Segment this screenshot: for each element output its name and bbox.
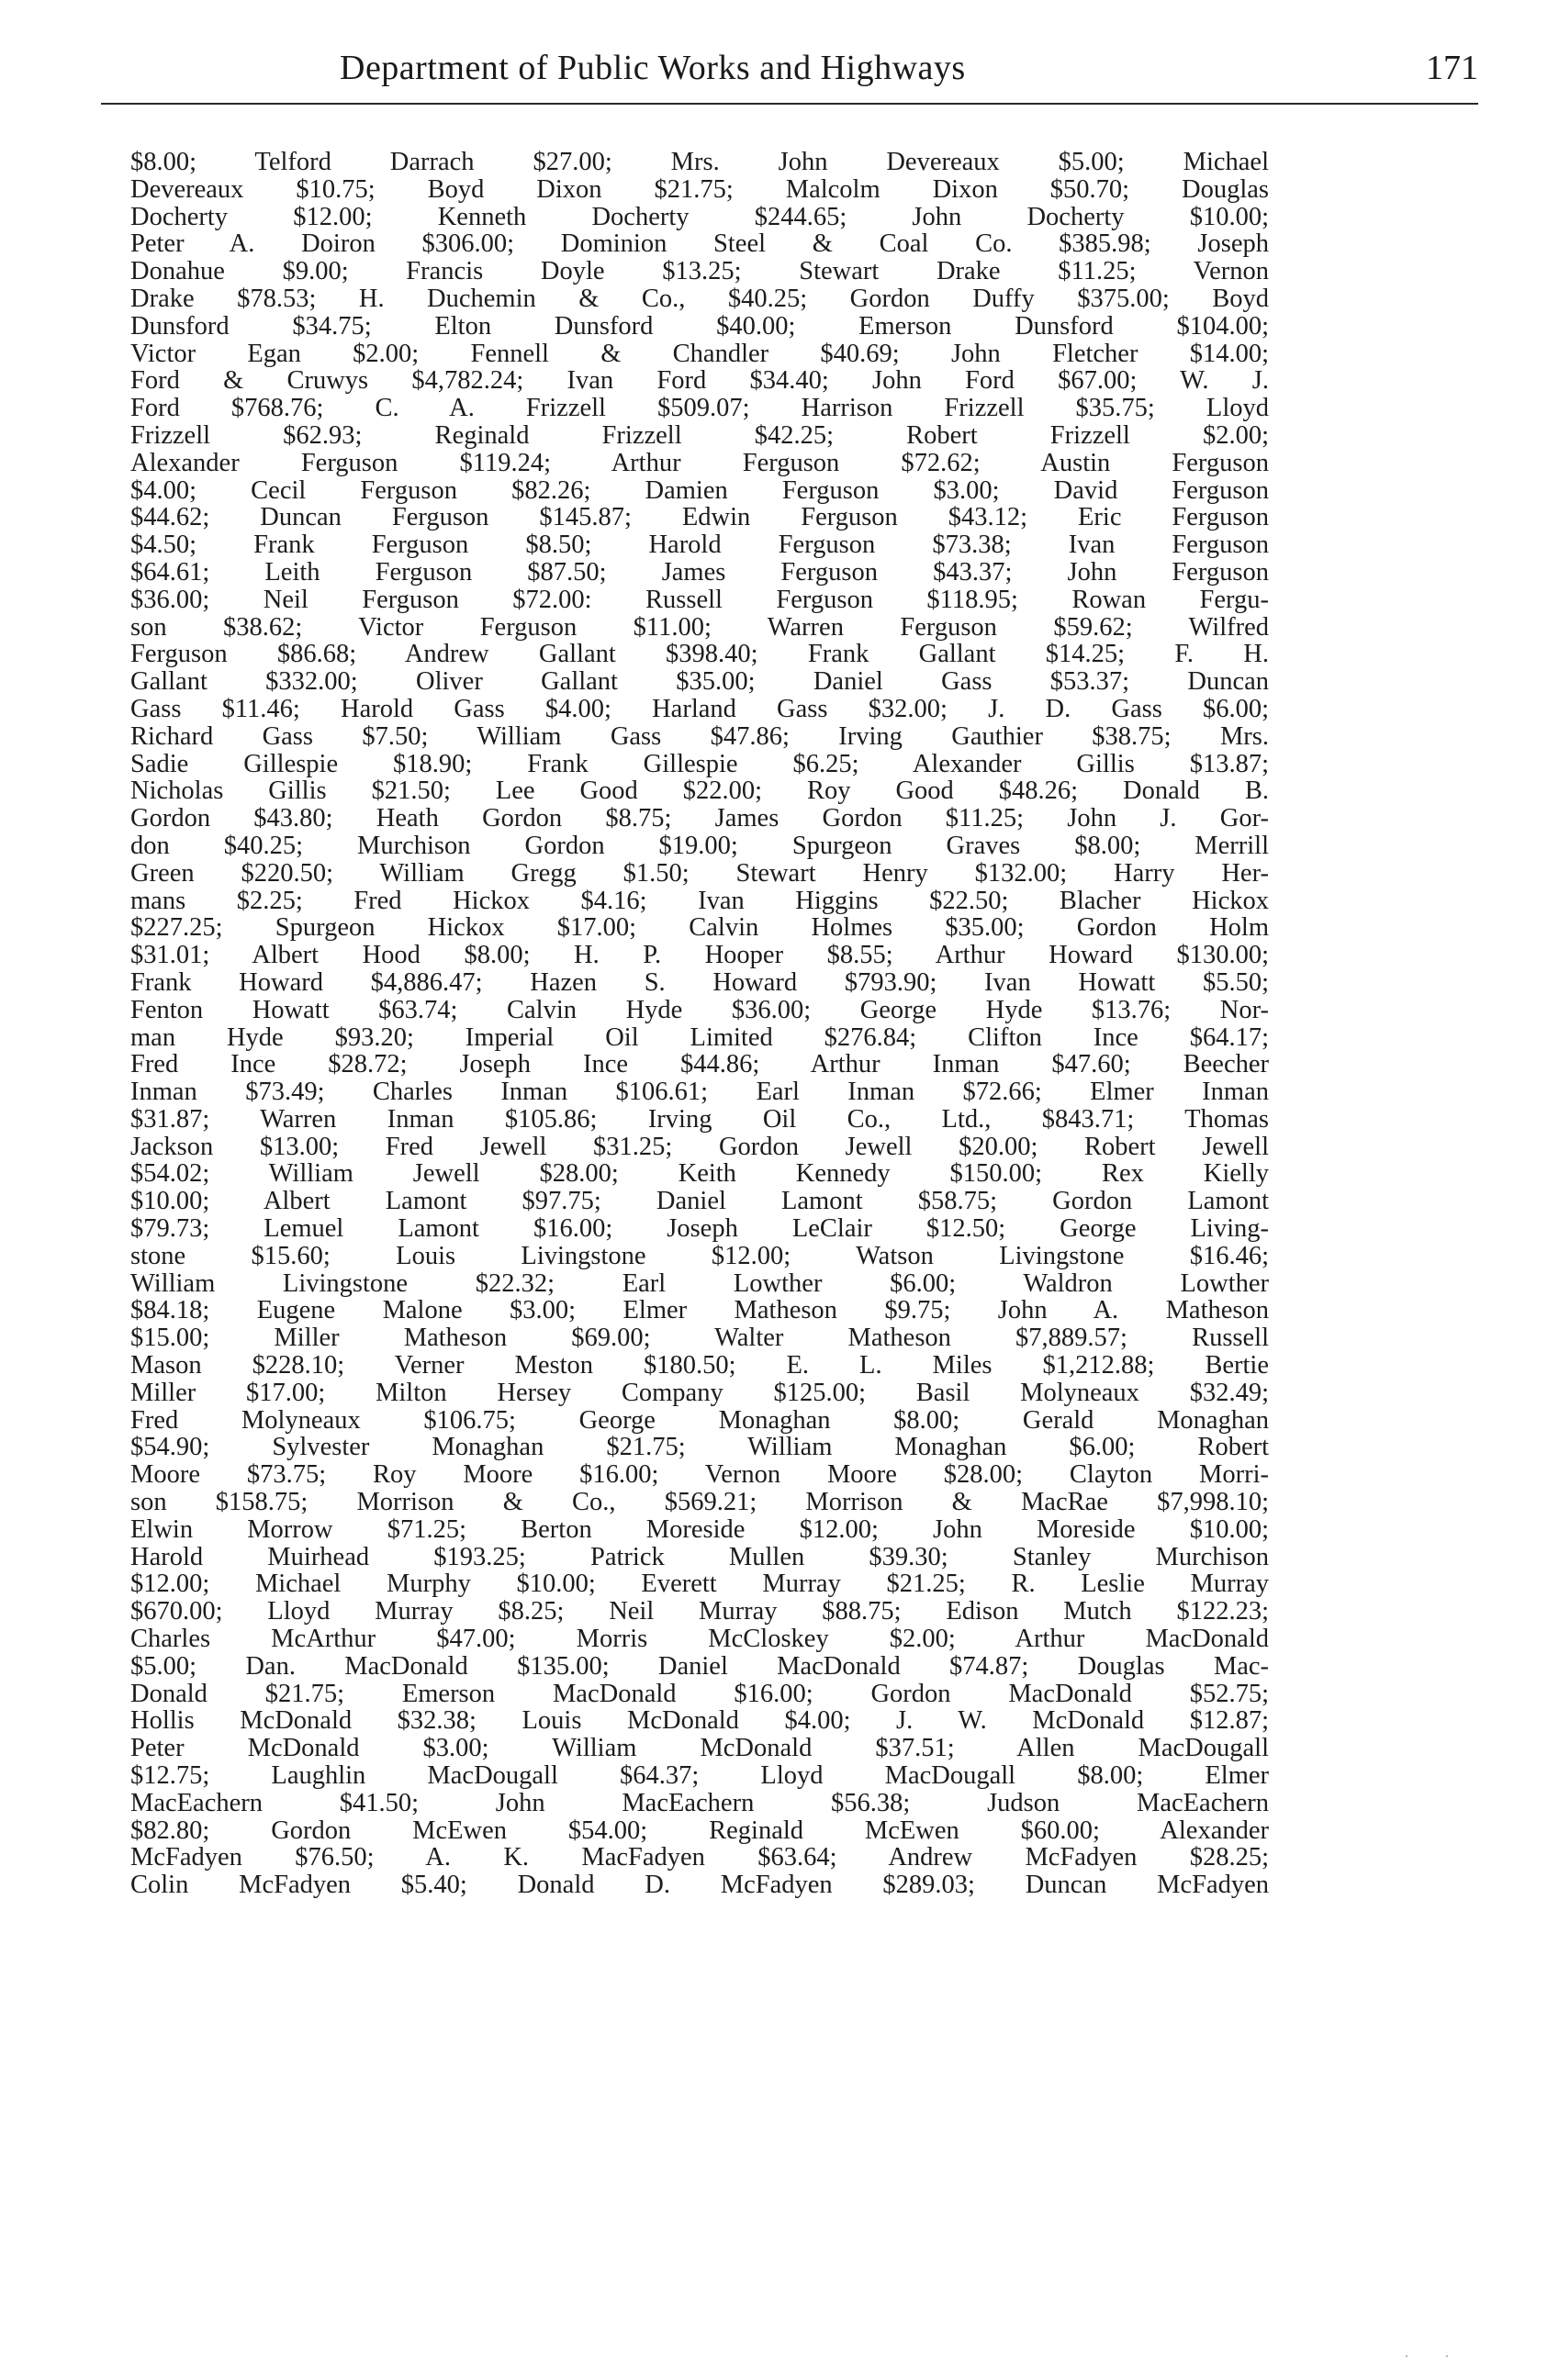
text-line: Inman $73.49; Charles Inman $106.61; Earl Inman $72.66; Elmer Inman	[130, 1078, 1269, 1106]
text-line: Nicholas Gillis $21.50; Lee Good $22.00; Roy Good $48.26; Donald B.	[130, 777, 1269, 806]
text-line: man Hyde $93.20; Imperial Oil Limited $276.84; Clifton Ince $64.17;	[130, 1023, 1269, 1052]
text-line: $4.00; Cecil Ferguson $82.26; Damien Ferguson $3.00; David Ferguson	[130, 476, 1269, 505]
text-line: Alexander Ferguson $119.24; Arthur Ferguson $72.62; Austin Ferguson	[130, 449, 1269, 477]
text-line: Ford $768.76; C. A. Frizzell $509.07; Harrison Frizzell $35.75; Lloyd	[130, 395, 1269, 422]
text-line: $5.00; Dan. MacDonald $135.00; Daniel MacDonald $74.87; Douglas Mac-	[130, 1652, 1269, 1681]
text-line: $79.73; Lemuel Lamont $16.00; Joseph LeClair $12.50; George Living-	[130, 1215, 1269, 1243]
text-line: Mason $228.10; Verner Meston $180.50; E. L. Miles $1,212.88; Bertie	[130, 1352, 1269, 1380]
text-line: Devereaux $10.75; Boyd Dixon $21.75; Malcolm Dixon $50.70; Douglas	[130, 175, 1269, 204]
text-line: Fred Ince $28.72; Joseph Ince $44.86; Arthur Inman $47.60; Beecher	[130, 1051, 1269, 1079]
text-line: $44.62; Duncan Ferguson $145.87; Edwin Ferguson $43.12; Eric Ferguson	[130, 504, 1269, 532]
text-line: Gordon $43.80; Heath Gordon $8.75; James Gordon $11.25; John J. Gor-	[130, 805, 1269, 832]
text-line: Docherty $12.00; Kenneth Docherty $244.65; John Docherty $10.00;	[130, 203, 1269, 231]
text-line: Donahue $9.00; Francis Doyle $13.25; Stewart Drake $11.25; Vernon	[130, 258, 1269, 285]
text-line: $31.01; Albert Hood $8.00; H. P. Hooper $8.55; Arthur Howard $130.00;	[130, 942, 1269, 969]
text-line: Harold Muirhead $193.25; Patrick Mullen $39.30; Stanley Murchison	[130, 1543, 1269, 1571]
text-line: Sadie Gillespie $18.90; Frank Gillespie $6.25; Alexander Gillis $13.87;	[130, 750, 1269, 778]
text-line: Colin McFadyen $5.40; Donald D. McFadyen $289.03; Duncan McFadyen	[130, 1872, 1269, 1899]
text-line: Peter A. Doiron $306.00; Dominion Steel & Coal Co. $385.98; Joseph	[130, 230, 1269, 259]
text-line: $12.75; Laughlin MacDougall $64.37; Lloyd MacDougall $8.00; Elmer	[130, 1762, 1269, 1790]
body-text	[130, 149, 1269, 1899]
text-line: $82.80; Gordon McEwen $54.00; Reginald McEwen $60.00; Alexander	[130, 1816, 1269, 1845]
text-line: Gass $11.46; Harold Gass $4.00; Harland Gass $32.00; J. D. Gass $6.00;	[130, 695, 1269, 723]
page-number: 171	[1426, 49, 1478, 87]
text-line: don $40.25; Murchison Gordon $19.00; Spurgeon Graves $8.00; Merrill	[130, 832, 1269, 860]
text-line: son $158.75; Morrison & Co., $569.21; Morrison & MacRae $7,998.10;	[130, 1489, 1269, 1516]
text-line: Moore $73.75; Roy Moore $16.00; Vernon Moore $28.00; Clayton Morri-	[130, 1461, 1269, 1490]
text-line: $84.18; Eugene Malone $3.00; Elmer Matheson $9.75; John A. Matheson	[130, 1297, 1269, 1325]
text-line: Dunsford $34.75; Elton Dunsford $40.00; Emerson Dunsford $104.00;	[130, 312, 1269, 341]
text-line: Ferguson $86.68; Andrew Gallant $398.40; Frank Gallant $14.25; F. H.	[130, 641, 1269, 669]
text-line: Frank Howard $4,886.47; Hazen S. Howard $793.90; Ivan Howatt $5.50;	[130, 968, 1269, 997]
text-line: Victor Egan $2.00; Fennell & Chandler $40.69; John Fletcher $14.00;	[130, 340, 1269, 368]
text-line: mans $2.25; Fred Hickox $4.16; Ivan Higgins $22.50; Blacher Hickox	[130, 887, 1269, 915]
text-line: Miller $17.00; Milton Hersey Company $125.00; Basil Molyneaux $32.49;	[130, 1379, 1269, 1407]
text-line: Hollis McDonald $32.38; Louis McDonald $4.00; J. W. McDonald $12.87;	[130, 1707, 1269, 1736]
text-line: $54.02; William Jewell $28.00; Keith Kennedy $150.00; Rex Kielly	[130, 1160, 1269, 1189]
text-line: Donald $21.75; Emerson MacDonald $16.00; Gordon MacDonald $52.75;	[130, 1680, 1269, 1708]
text-line: Green $220.50; William Gregg $1.50; Stewart Henry $132.00; Harry Her-	[130, 859, 1269, 888]
text-line: son $38.62; Victor Ferguson $11.00; Warren Ferguson $59.62; Wilfred	[130, 613, 1269, 642]
text-line: Gallant $332.00; Oliver Gallant $35.00; Daniel Gass $53.37; Duncan	[130, 668, 1269, 696]
running-title: Department of Public Works and Highways	[340, 49, 966, 87]
text-line: Charles McArthur $47.00; Morris McCloskey $2.00; Arthur MacDonald	[130, 1626, 1269, 1653]
text-line: William Livingstone $22.32; Earl Lowther $6.00; Waldron Lowther	[130, 1269, 1269, 1298]
text-line: Ford & Cruwys $4,782.24; Ivan Ford $34.40; John Ford $67.00; W. J.	[130, 367, 1269, 396]
text-line: $54.90; Sylvester Monaghan $21.75; William Monaghan $6.00; Robert	[130, 1434, 1269, 1462]
text-line: Fenton Howatt $63.74; Calvin Hyde $36.00; George Hyde $13.76; Nor-	[130, 996, 1269, 1024]
text-line: $8.00; Telford Darrach $27.00; Mrs. John Devereaux $5.00; Michael	[130, 149, 1269, 176]
text-line: Frizzell $62.93; Reginald Frizzell $42.25; Robert Frizzell $2.00;	[130, 421, 1269, 450]
text-line: $12.00; Michael Murphy $10.00; Everett Murray $21.25; R. Leslie Murray	[130, 1570, 1269, 1599]
text-line: McFadyen $76.50; A. K. MacFadyen $63.64; Andrew McFadyen $28.25;	[130, 1844, 1269, 1872]
text-line: MacEachern $41.50; John MacEachern $56.38; Judson MacEachern	[130, 1789, 1269, 1817]
text-line: $4.50; Frank Ferguson $8.50; Harold Ferguson $73.38; Ivan Ferguson	[130, 531, 1269, 559]
text-line: Jackson $13.00; Fred Jewell $31.25; Gordon Jewell $20.00; Robert Jewell	[130, 1133, 1269, 1161]
text-line: Drake $78.53; H. Duchemin & Co., $40.25; Gordon Duffy $375.00; Boyd	[130, 285, 1269, 313]
page-header	[340, 48, 1478, 94]
text-line: Fred Molyneaux $106.75; George Monaghan $8.00; Gerald Monaghan	[130, 1406, 1269, 1435]
header-rule	[101, 103, 1478, 105]
text-line: Richard Gass $7.50; William Gass $47.86; Irving Gauthier $38.75; Mrs.	[130, 722, 1269, 751]
text-line: $15.00; Miller Matheson $69.00; Walter Matheson $7,889.57; Russell	[130, 1324, 1269, 1353]
text-line: stone $15.60; Louis Livingstone $12.00; Watson Livingstone $16.46;	[130, 1242, 1269, 1270]
text-line: $10.00; Albert Lamont $97.75; Daniel Lamont $58.75; Gordon Lamont	[130, 1188, 1269, 1216]
scan-specks: . .	[1405, 2345, 1465, 2361]
text-line: $31.87; Warren Inman $105.86; Irving Oil Co., Ltd., $843.71; Thomas	[130, 1105, 1269, 1134]
text-line: $36.00; Neil Ferguson $72.00: Russell Ferguson $118.95; Rowan Fergu-	[130, 586, 1269, 614]
text-line: Elwin Morrow $71.25; Berton Moreside $12.00; John Moreside $10.00;	[130, 1515, 1269, 1544]
text-line: Peter McDonald $3.00; William McDonald $37.51; Allen MacDougall	[130, 1735, 1269, 1763]
text-line: $64.61; Leith Ferguson $87.50; James Ferguson $43.37; John Ferguson	[130, 558, 1269, 587]
text-line: $670.00; Lloyd Murray $8.25; Neil Murray $88.75; Edison Mutch $122.23;	[130, 1598, 1269, 1626]
text-line: $227.25; Spurgeon Hickox $17.00; Calvin Holmes $35.00; Gordon Holm	[130, 914, 1269, 943]
